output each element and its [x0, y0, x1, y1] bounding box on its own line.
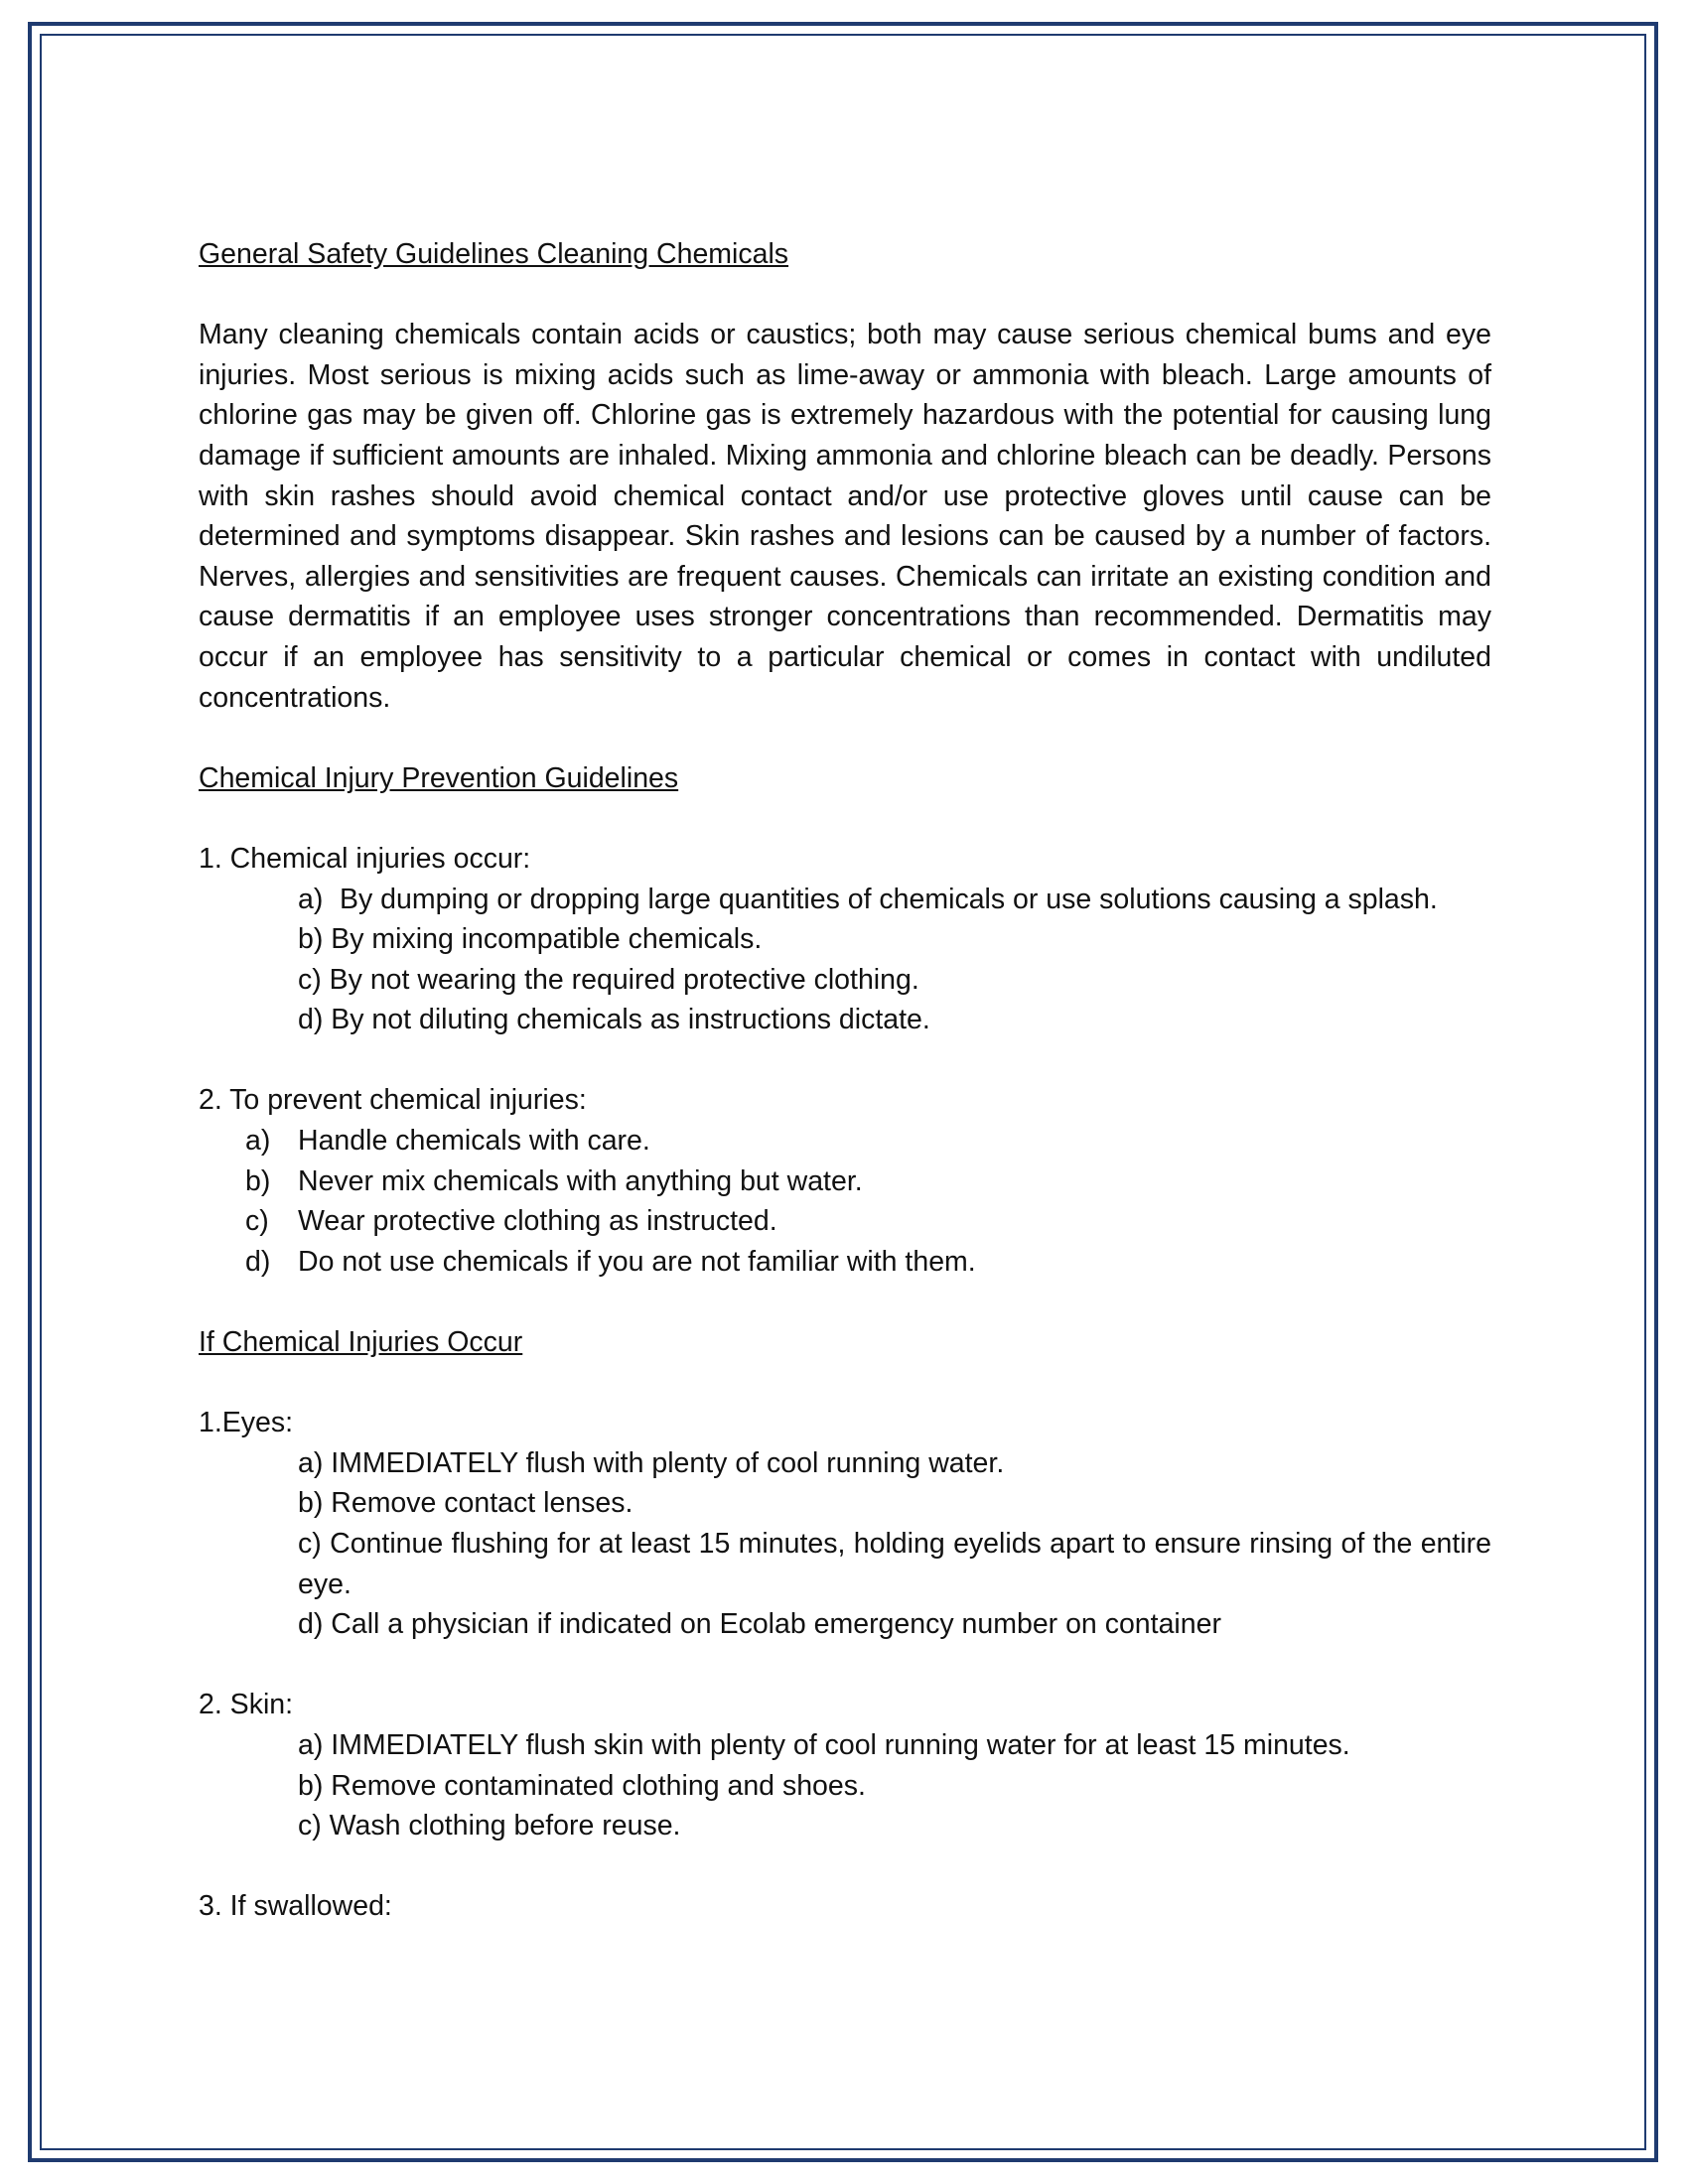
general-safety-paragraph: Many cleaning chemicals contain acids or caustics; both may cause serious chemical bums and eye injuries. Most serious is mixing acids such as lime-away or ammonia with bleach. Large amounts of chlorine gas may be given off. Chlorine gas is extremely hazardous with the potential for causing lung damage if sufficient amounts are inhaled. Mixing ammonia and chlorine bleach can be deadly. Persons with skin rashes should avoid chemical contact and/or use protective gloves until cause can be determined and symptoms disappear. Skin rashes and lesions can be caused by a number of factors. Nerves, allergies and sensitivities are frequent causes. Chemicals can irritate an existing condition and cause dermatitis if an employee uses stronger concentrations than recommended. Dermatitis may occur if an employee has sensitivity to a particular chemical or comes in contact with undiluted concentrations.: [199, 319, 1491, 714]
list-item-label: d): [245, 1245, 271, 1278]
occur-list: [298, 880, 1491, 1040]
occur-list-title: 1. Chemical injuries occur:: [199, 842, 531, 875]
list-item-text: Do not use chemicals if you are not familiar with them.: [298, 1245, 976, 1278]
list-item-text: By dumping or dropping large quantities of chemicals or use solutions causing a splash.: [340, 883, 1438, 915]
list-item-label: a): [298, 883, 324, 915]
list-item: [199, 1161, 1491, 1202]
prevention-heading: Chemical Injury Prevention Guidelines: [199, 761, 679, 794]
list-item: d) By not diluting chemicals as instructions dictate.: [298, 1004, 930, 1036]
general-safety-heading: General Safety Guidelines Cleaning Chemicals: [199, 238, 789, 270]
list-item: b) Remove contaminated clothing and shoes.: [298, 1769, 866, 1802]
list-item: c) Wash clothing before reuse.: [298, 1810, 681, 1843]
eyes-list: [298, 1443, 1491, 1645]
list-item: a) IMMEDIATELY flush skin with plenty of cool running water for at least 15 minutes.: [298, 1728, 1350, 1761]
list-item: c) Continue flushing for at least 15 minutes, holding eyelids apart to ensure rinsing of the entire eye.: [298, 1528, 1491, 1600]
if-injuries-occur-heading: If Chemical Injuries Occur: [199, 1326, 523, 1359]
list-item: c) By not wearing the required protective clothing.: [298, 963, 919, 996]
skin-list-title: 2. Skin:: [199, 1689, 294, 1721]
list-item-label: a): [245, 1125, 271, 1158]
list-item-text: Wear protective clothing as instructed.: [298, 1205, 777, 1238]
list-item: b) Remove contact lenses.: [298, 1487, 633, 1520]
list-item: [298, 880, 1491, 920]
list-item: [199, 1121, 1491, 1161]
prevent-list-title: 2. To prevent chemical injuries:: [199, 1084, 587, 1117]
list-item-text: Handle chemicals with care.: [298, 1125, 650, 1158]
list-item: [199, 1242, 1491, 1283]
list-item: b) By mixing incompatible chemicals.: [298, 923, 763, 956]
list-item: [199, 1201, 1491, 1242]
document-body: [199, 234, 1491, 1927]
list-item: a) IMMEDIATELY flush with plenty of cool running water.: [298, 1446, 1005, 1479]
list-item-label: c): [245, 1205, 269, 1238]
skin-list: [298, 1725, 1491, 1846]
list-item-text: Never mix chemicals with anything but water.: [298, 1164, 863, 1197]
swallowed-title: 3. If swallowed:: [199, 1890, 392, 1923]
list-item: d) Call a physician if indicated on Ecolab emergency number on container: [298, 1608, 1221, 1641]
list-item-label: b): [245, 1164, 271, 1197]
eyes-list-title: 1.Eyes:: [199, 1407, 294, 1439]
prevent-list: [199, 1121, 1491, 1282]
